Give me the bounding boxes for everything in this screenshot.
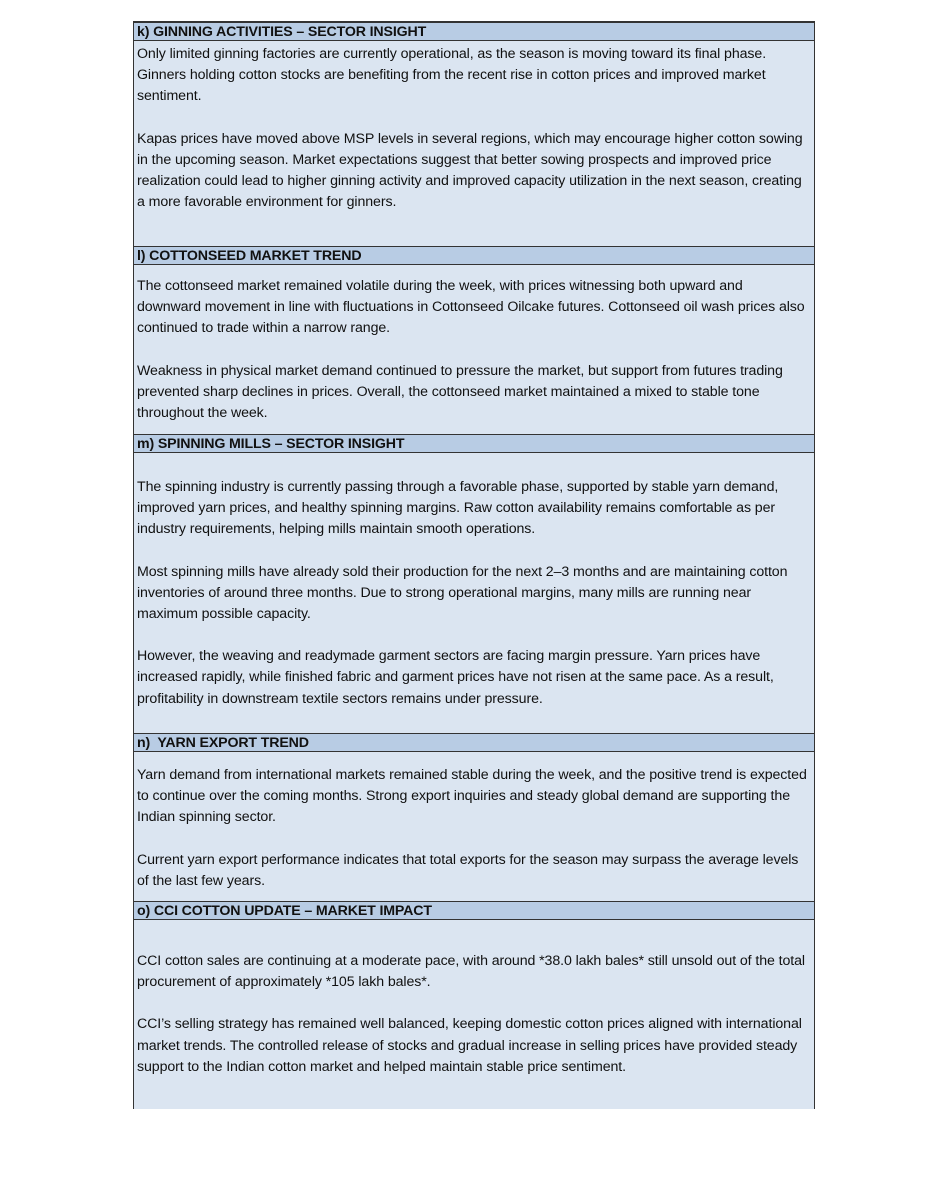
section-heading-cottonseed: l) COTTONSEED MARKET TREND (134, 246, 814, 265)
paragraph: The cottonseed market remained volatile during the week, with prices witnessing both upward and downward movement in line with fluctuations in Cottonseed Oilcake futures. Cottonseed oil wash prices also continued to trade within a narrow range. (137, 278, 805, 337)
paragraph: Only limited ginning factories are currently operational, as the season is moving toward its final phase. Ginners holding cotton stocks are benefiting from the recent rise in cotton prices and improved market sentiment. (137, 46, 767, 105)
paragraph: Yarn demand from international markets remained stable during the week, and the positive trend is expected to continue over the coming months. Strong export inquiries and steady global demand are supporting the Indian spinning sector. (137, 767, 807, 826)
paragraph: Kapas prices have moved above MSP levels in several regions, which may encourage higher cotton sowing in the upcoming season. Market expectations suggest that better sowing prospects and improved price realization could lead to higher ginning activity and improved capacity utilization in the next season, creating a more favorable environment for ginners. (137, 130, 803, 211)
paragraph: Weakness in physical market demand continued to pressure the market, but support from futures trading prevented sharp declines in prices. Overall, the cottonseed market maintained a mixed to stable tone throughout the week. (137, 362, 783, 422)
section-body-cottonseed (134, 276, 814, 424)
section-heading-spinning: m) SPINNING MILLS – SECTOR INSIGHT (134, 434, 814, 453)
section-body-ginning (134, 44, 814, 213)
section-heading-yarn-export: n) YARN EXPORT TREND (134, 733, 814, 752)
section-heading-cci: o) CCI COTTON UPDATE – MARKET IMPACT (134, 901, 814, 920)
paragraph: Current yarn export performance indicates that total exports for the season may surpass the average levels of the last few years. (137, 851, 799, 889)
paragraph: However, the weaving and readymade garment sectors are facing margin pressure. Yarn prices have increased rapidly, while finished fabric and garment prices have not risen at the same pace. As a result, profitability in downstream textile sectors remains under pressure. (137, 648, 774, 707)
section-body-cci (134, 951, 814, 1078)
paragraph: The spinning industry is currently passing through a favorable phase, supported by stable yarn demand, improved yarn prices, and healthy spinning margins. Raw cotton availability remains comfortable as per industry requirements, helping mills maintain smooth operations. (137, 479, 779, 538)
section-body-yarn-export (134, 765, 814, 892)
report-table (133, 21, 815, 1109)
section-heading-ginning: k) GINNING ACTIVITIES – SECTOR INSIGHT (134, 22, 814, 41)
section-body-spinning (134, 477, 814, 710)
paragraph: CCI cotton sales are continuing at a moderate pace, with around *38.0 lakh bales* still unsold out of the total procurement of approximately *105 lakh bales*. (137, 953, 805, 991)
paragraph: Most spinning mills have already sold their production for the next 2–3 months and are maintaining cotton inventories of around three months. Due to strong operational margins, many mills are running near maximum possible capacity. (137, 563, 788, 623)
paragraph: CCI’s selling strategy has remained well balanced, keeping domestic cotton prices aligned with international market trends. The controlled release of stocks and gradual increase in selling prices have provided steady support to the Indian cotton market and helped maintain stable price sentiment. (137, 1016, 802, 1075)
